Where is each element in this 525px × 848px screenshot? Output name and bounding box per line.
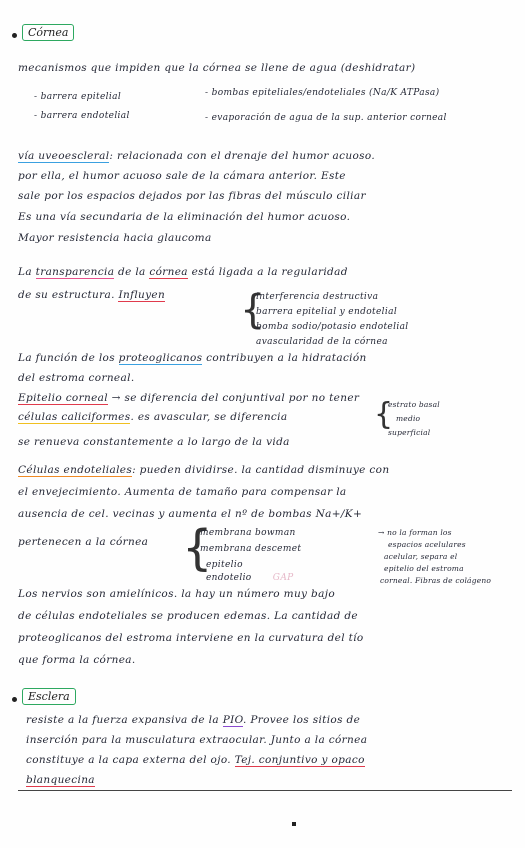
bullet-cornea (12, 33, 17, 38)
endothelial-line-2: el envejecimiento. Aumenta de tamaño para compensar la (18, 486, 347, 498)
heading-esclera: Esclera (22, 688, 76, 705)
text: contribuyen a la hidratación (202, 352, 367, 364)
via-definition: : relacionada con el drenaje del humor acuoso. (109, 150, 376, 162)
sclera-line-4 (26, 774, 95, 786)
nerves-line-1: Los nervios son amielínicos. la hay un número muy bajo (18, 588, 335, 600)
belong-note-5: corneal. Fibras de colágeno (380, 576, 492, 585)
term-pio: PIO (222, 714, 243, 726)
page-mark (292, 822, 296, 826)
influence-4: avascularidad de la córnea (256, 337, 388, 347)
text: . es avascular, se diferencia (130, 411, 288, 423)
text: resiste a la fuerza expansiva de la (26, 714, 223, 726)
layer-basal: estrato basal (388, 400, 440, 409)
mech-endothelial-barrier: - barrera endotelial (34, 111, 130, 121)
gap-label: GAP (272, 573, 294, 583)
nerves-line-2: de células endoteliales se producen edemas. La cantidad de (18, 610, 358, 622)
belong-note-1: → no la forman los (378, 528, 452, 537)
via-line-3: sale por los espacios dejados por las fibras del músculo ciliar (18, 190, 366, 202)
belong-note-3: acelular, separa el (384, 552, 458, 561)
via-line-4: Es una vía secundaria de la eliminación del humor acuoso. (18, 211, 351, 223)
influence-2: barrera epitelial y endotelial (256, 307, 398, 317)
text: → se diferencia del conjuntival por no tener (107, 392, 360, 404)
term-celulas-endoteliales: Células endoteliales (18, 464, 133, 476)
text: constituye a la capa externa del ojo. (26, 754, 235, 766)
page-rule (18, 790, 512, 791)
transparency-line-1 (18, 266, 348, 278)
belong-epithelium: epitelio (206, 560, 243, 570)
belong-line: pertenecen a la córnea (18, 536, 149, 548)
belong-endothelium (206, 573, 294, 583)
heading-cornea: Córnea (22, 24, 74, 41)
mechanisms-line: mecanismos que impiden que la córnea se llene de agua (deshidratar) (18, 62, 416, 74)
influence-1: interferencia destructiva (256, 292, 379, 302)
endothelial-line-3: ausencia de cel. vecinas y aumenta el nº de bombas Na+/K+ (18, 508, 363, 520)
layer-medio: medio (396, 414, 421, 423)
epithelium-line-3: se renueva constantemente a lo largo de la vida (18, 436, 290, 448)
belong-note-4: epitelio del estroma (384, 564, 464, 573)
belong-note-2: espacios acelulares (388, 540, 466, 549)
brace-influyen: { (240, 287, 266, 333)
brace-belong: { (182, 520, 213, 576)
sclera-line-1 (26, 714, 360, 726)
term-cornea: córnea (149, 266, 188, 278)
term-epitelio-corneal: Epitelio corneal (18, 392, 108, 404)
via-line-5: Mayor resistencia hacia glaucoma (18, 232, 212, 244)
endothelial-line-1 (18, 464, 389, 476)
term-celulas-caliciformes: células caliciformes (18, 411, 131, 423)
text: La función de los (18, 352, 119, 364)
term-proteoglicanos: proteoglicanos (118, 352, 203, 364)
belong-descemet: membrana descemet (200, 544, 302, 554)
proteoglycans-line-1 (18, 352, 367, 364)
nerves-line-4: que forma la córnea. (18, 654, 136, 666)
term-tejido-conjuntivo: Tej. conjuntivo y opaco (234, 754, 365, 766)
text: está ligada a la regularidad (187, 266, 348, 278)
term-transparencia: transparencia (35, 266, 115, 278)
brace-layers: { (374, 397, 394, 432)
text: : pueden dividirse. la cantidad disminuye con (132, 464, 390, 476)
via-line-2: por ella, el humor acuoso sale de la cámara anterior. Este (18, 170, 346, 182)
text: La (18, 266, 36, 278)
epithelium-line-2 (18, 411, 287, 423)
text: de su estructura. (18, 289, 119, 301)
sclera-line-3 (26, 754, 365, 766)
term-via-uveoescleral: vía uveoescleral (18, 150, 110, 162)
text: endotelio (206, 573, 252, 583)
mech-evaporation: - evaporación de agua de la sup. anterior corneal (205, 113, 447, 123)
layer-superficial: superficial (388, 428, 431, 437)
text: de la (114, 266, 150, 278)
proteoglycans-line-2: del estroma corneal. (18, 372, 135, 384)
term-blanquecina: blanquecina (26, 774, 95, 786)
mech-pumps: - bombas epiteliales/endoteliales (Na/K ATPasa) (205, 88, 440, 98)
nerves-line-3: proteoglicanos del estroma interviene en la curvatura del tío (18, 632, 364, 644)
via-line-1 (18, 150, 375, 162)
mech-epithelial-barrier: - barrera epitelial (34, 92, 122, 102)
transparency-line-2 (18, 289, 165, 301)
bullet-esclera (12, 697, 17, 702)
sclera-line-2: inserción para la musculatura extraocular. Junto a la córnea (26, 734, 368, 746)
text: . Provee los sitios de (242, 714, 361, 726)
epithelium-line-1 (18, 392, 359, 404)
term-influyen: Influyen (118, 289, 166, 301)
belong-bowman: membrana bowman (200, 528, 296, 538)
influence-3: bomba sodio/potasio endotelial (256, 322, 409, 332)
